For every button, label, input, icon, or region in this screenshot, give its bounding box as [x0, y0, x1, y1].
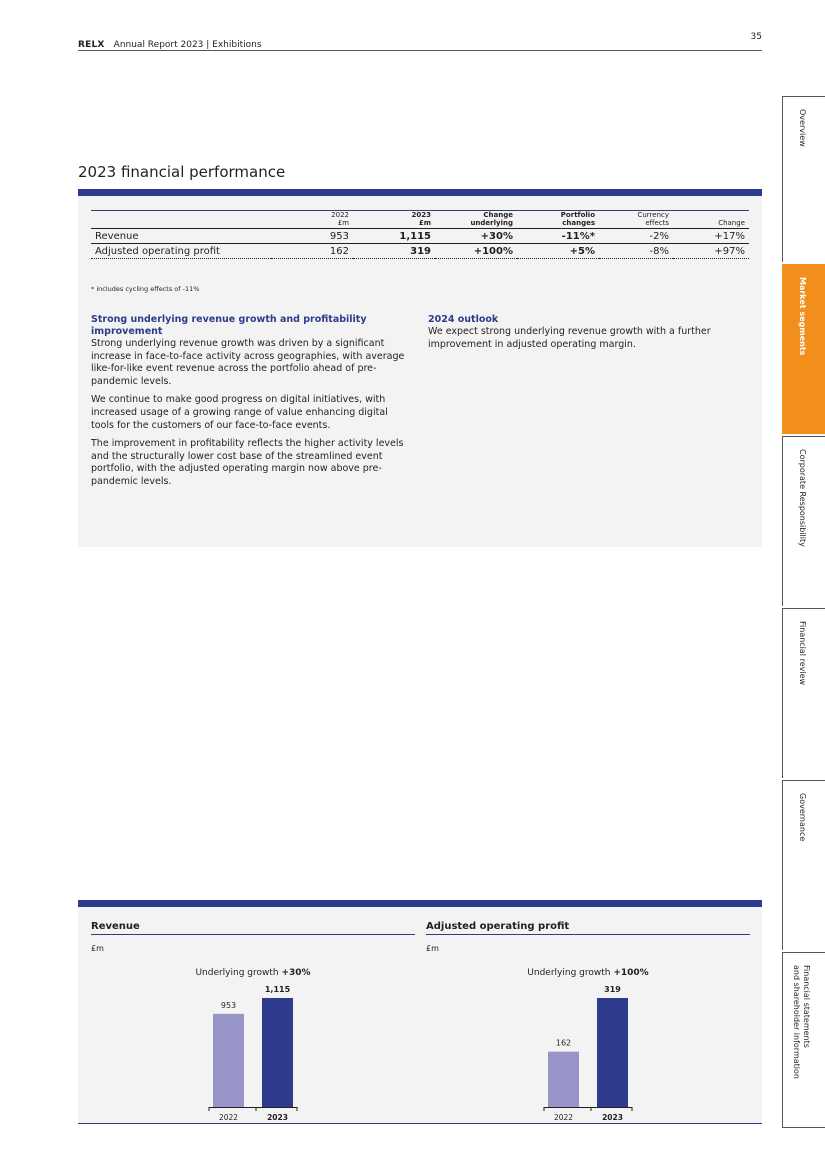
- row-label: Adjusted operating profit: [91, 244, 271, 259]
- side-tab-label: Corporate Responsibility: [798, 449, 807, 547]
- revenue-chart: [91, 907, 415, 1123]
- bar-2023: [262, 998, 293, 1107]
- left-text-column: [91, 314, 406, 495]
- left-column-heading: Strong underlying revenue growth and profitability improvement: [91, 314, 367, 337]
- table-header-label: [91, 211, 271, 229]
- table-header-currency-effects: Currency effects: [599, 211, 673, 229]
- bar-2023: [597, 998, 628, 1107]
- cell-portfolio-changes: +5%: [517, 244, 599, 259]
- chart-unit: £m: [426, 944, 439, 953]
- profit-chart-plot: [426, 907, 750, 1123]
- right-text-column: [428, 314, 748, 357]
- x-tick-label: 2022: [553, 1113, 574, 1122]
- profit-chart: [426, 907, 750, 1123]
- cell-currency-effects: -8%: [599, 244, 673, 259]
- chart-unit: £m: [91, 944, 104, 953]
- paragraph: We continue to make good progress on digital initiatives, with increased usage of a growing range of value enhancing digital tools for the customers of our face-to-face events.: [91, 394, 388, 431]
- brand-name: RELX: [78, 40, 105, 50]
- chart-title: Revenue: [91, 921, 415, 935]
- cell-2022: 162: [271, 244, 353, 259]
- revenue-chart-plot: [91, 907, 415, 1123]
- page-header: [78, 32, 762, 51]
- paragraph: Strong underlying revenue growth was driven by a significant increase in face-to-face activity across geographies, with average like-for-like event revenue across the portfolio ahead of pre-pandemic levels.: [91, 338, 405, 387]
- cell-currency-effects: -2%: [599, 229, 673, 244]
- table-header-2023: 2023 £m: [353, 211, 435, 229]
- x-tick-label: 2023: [267, 1113, 288, 1122]
- table-row: [91, 244, 749, 259]
- page-number: 35: [750, 32, 762, 42]
- side-tab-corporate-responsibility[interactable]: [782, 436, 825, 606]
- paragraph: We expect strong underlying revenue growth with a further improvement in adjusted operating margin.: [428, 326, 711, 350]
- growth-label: Underlying growth +100%: [527, 968, 649, 978]
- cell-change-underlying: +30%: [435, 229, 517, 244]
- table-header-portfolio-changes: Portfolio changes: [517, 211, 599, 229]
- cell-2023: 319: [353, 244, 435, 259]
- growth-value: +30%: [281, 968, 311, 978]
- bar-value-label: 319: [604, 985, 621, 994]
- section-title: 2023 financial performance: [78, 163, 286, 181]
- x-tick-label: 2022: [218, 1113, 239, 1122]
- financial-table: [91, 210, 749, 259]
- side-tab-market-segments[interactable]: [782, 264, 825, 434]
- side-tab-financial-statements[interactable]: [782, 952, 825, 1128]
- cell-2022: 953: [271, 229, 353, 244]
- growth-label: Underlying growth +30%: [195, 968, 311, 978]
- table-footnote: * includes cycling effects of -11%: [91, 285, 200, 293]
- table-header-change-underlying: Change underlying: [435, 211, 517, 229]
- table-row: [91, 229, 749, 244]
- report-title: Annual Report 2023 | Exhibitions: [113, 40, 262, 50]
- bar-value-label: 1,115: [264, 985, 291, 994]
- bar-value-label: 162: [555, 1038, 572, 1048]
- side-tab-label: Financial statements and shareholder information: [792, 965, 811, 1079]
- paragraph: The improvement in profitability reflects the higher activity levels and the structurally lower cost base of the streamlined event portfolio, with the adjusted operating margin now above pre-pandemic levels.: [91, 438, 404, 487]
- table-header-2022: 2022 £m: [271, 211, 353, 229]
- x-tick-label: 2023: [602, 1113, 623, 1122]
- row-label: Revenue: [91, 229, 271, 244]
- financial-performance-panel: [78, 189, 762, 547]
- cell-change: +17%: [673, 229, 749, 244]
- cell-change-underlying: +100%: [435, 244, 517, 259]
- cell-change: +97%: [673, 244, 749, 259]
- side-tab-label: Market segments: [798, 277, 807, 356]
- side-tab-label: Overview: [798, 109, 807, 147]
- cell-2023: 1,115: [353, 229, 435, 244]
- charts-panel: [78, 900, 762, 1124]
- bar-2022: [213, 1014, 244, 1107]
- bar-2022: [548, 1052, 579, 1107]
- table-header-change: Change: [673, 211, 749, 229]
- bar-value-label: 953: [220, 1000, 237, 1010]
- growth-value: +100%: [613, 968, 649, 978]
- side-tab-label: Financial review: [798, 621, 807, 686]
- side-tab-financial-review[interactable]: [782, 608, 825, 778]
- side-tab-governance[interactable]: [782, 780, 825, 950]
- cell-portfolio-changes: -11%*: [517, 229, 599, 244]
- outlook-heading: 2024 outlook: [428, 314, 499, 325]
- side-tab-label: Governance: [798, 793, 807, 842]
- side-tab-overview[interactable]: [782, 96, 825, 262]
- chart-title: Adjusted operating profit: [426, 921, 750, 935]
- table-header-row: [91, 211, 749, 229]
